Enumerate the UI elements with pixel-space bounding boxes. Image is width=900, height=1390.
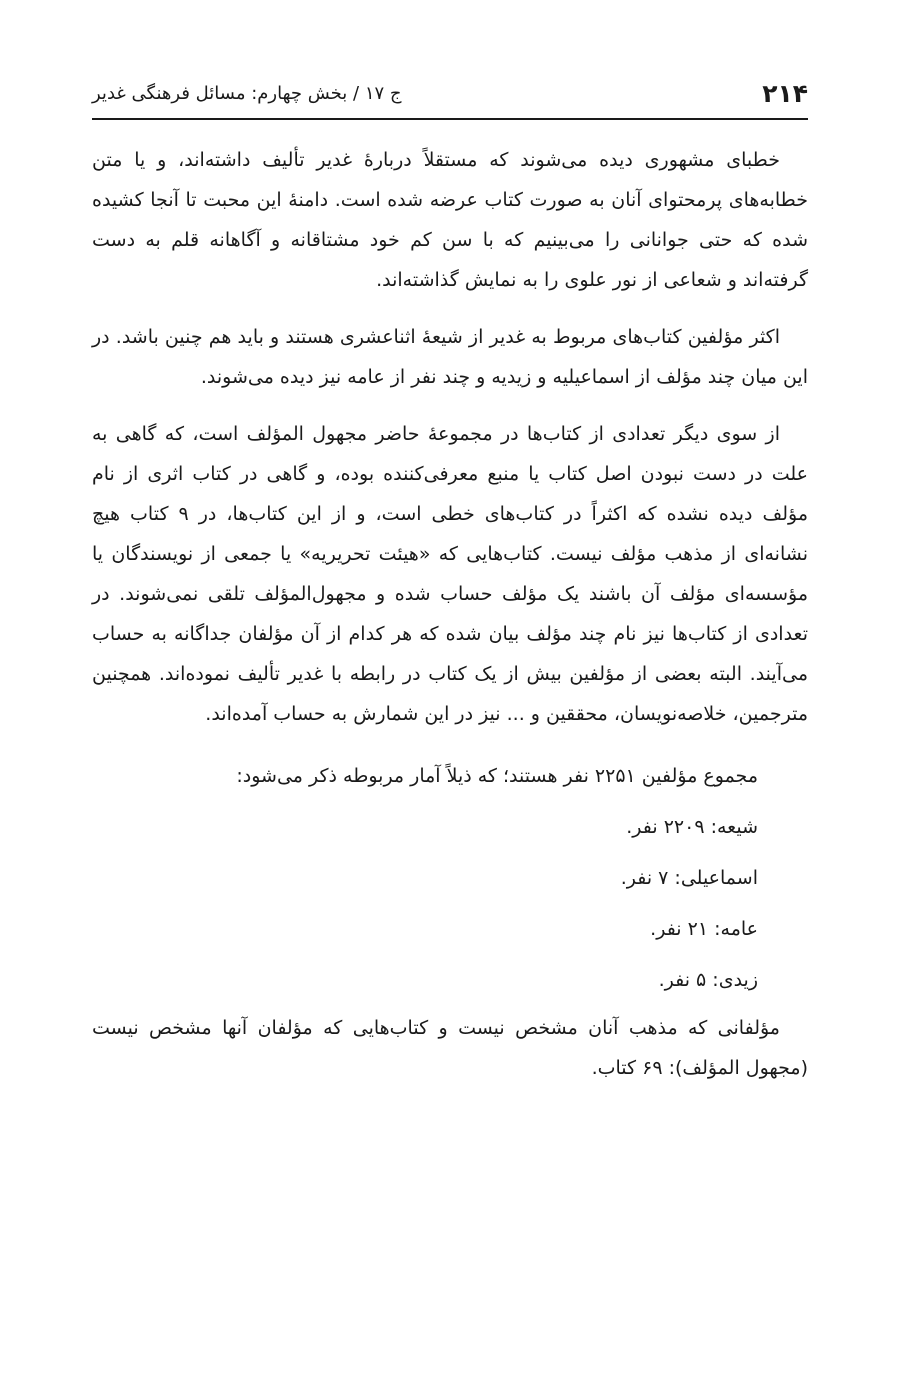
header-divider — [92, 118, 808, 120]
stats-intro: مجموع مؤلفین ۲۲۵۱ نفر هستند؛ که ذیلاً آمار مربوطه ذکر می‌شود: — [236, 765, 758, 787]
paragraph-2: اکثر مؤلفین کتاب‌های مربوط به غدیر از شیعهٔ اثناعشری هستند و باید هم چنین باشد. در این میان چند مؤلف از اسماعیلیه و زیدیه و چند نفر از عامه نیز دیده می‌شوند. — [92, 326, 808, 388]
stat-shia: شیعه: ۲۲۰۹ نفر. — [626, 816, 758, 838]
page-number: ۲۱۴ — [762, 78, 808, 108]
stat-zaidi: زیدی: ۵ نفر. — [658, 969, 758, 991]
stat-amme: عامه: ۲۱ نفر. — [650, 918, 758, 940]
running-title: ج ۱۷ / بخش چهارم: مسائل فرهنگی غدیر — [92, 82, 402, 104]
author-statistics — [92, 751, 808, 1006]
page-body — [92, 140, 808, 1088]
closing-paragraph: مؤلفانی که مذهب آنان مشخص نیست و کتاب‌هایی که مؤلفان آنها مشخص نیست (مجهول المؤلف): ۶۹ کتاب. — [92, 1017, 808, 1079]
paragraph-1: خطبای مشهوری دیده می‌شوند که مستقلاً دربارهٔ غدیر تألیف داشته‌اند، و یا متن خطابه‌های پرمحتوای آنان به صورت کتاب عرضه شده است. دامنهٔ این محبت تا آنجا کشیده شده که حتی جوانانی را می‌بینیم که با سن کم خود مشتاقانه و آگاهانه قلم به دست گرفته‌اند و شعاعی از نور علوی را به نمایش گذاشته‌اند. — [92, 149, 808, 291]
page-header — [92, 72, 808, 114]
stat-ismaili: اسماعیلی: ۷ نفر. — [620, 867, 758, 889]
paragraph-3: از سوی دیگر تعدادی از کتاب‌ها در مجموعهٔ حاضر مجهول المؤلف است، که گاهی به علت در دست نبودن اصل کتاب یا منبع معرفی‌کننده بوده، و گاهی در کتاب اثری از نام مؤلف دیده نشده که اکثراً در کتاب‌های خطی است، و از این کتاب‌ها، در ۹ کتاب هیچ نشانه‌ای از مذهب مؤلف نیست. کتاب‌هایی که «هیئت تحریریه» یا جمعی از نویسندگان یا مؤسسه‌ای مؤلف آن باشند یک مؤلف حساب شده و مجهول‌المؤلف تلقی نمی‌شوند. در تعدادی از کتاب‌ها نیز نام چند مؤلف بیان شده که هر کدام از آن مؤلفان جداگانه به حساب می‌آیند. البته بعضی از مؤلفین بیش از یک کتاب در رابطه با غدیر تألیف نموده‌اند. همچنین مترجمین، خلاصه‌نویسان، محققین و ... نیز در این شمارش به حساب آمده‌اند. — [92, 423, 808, 725]
